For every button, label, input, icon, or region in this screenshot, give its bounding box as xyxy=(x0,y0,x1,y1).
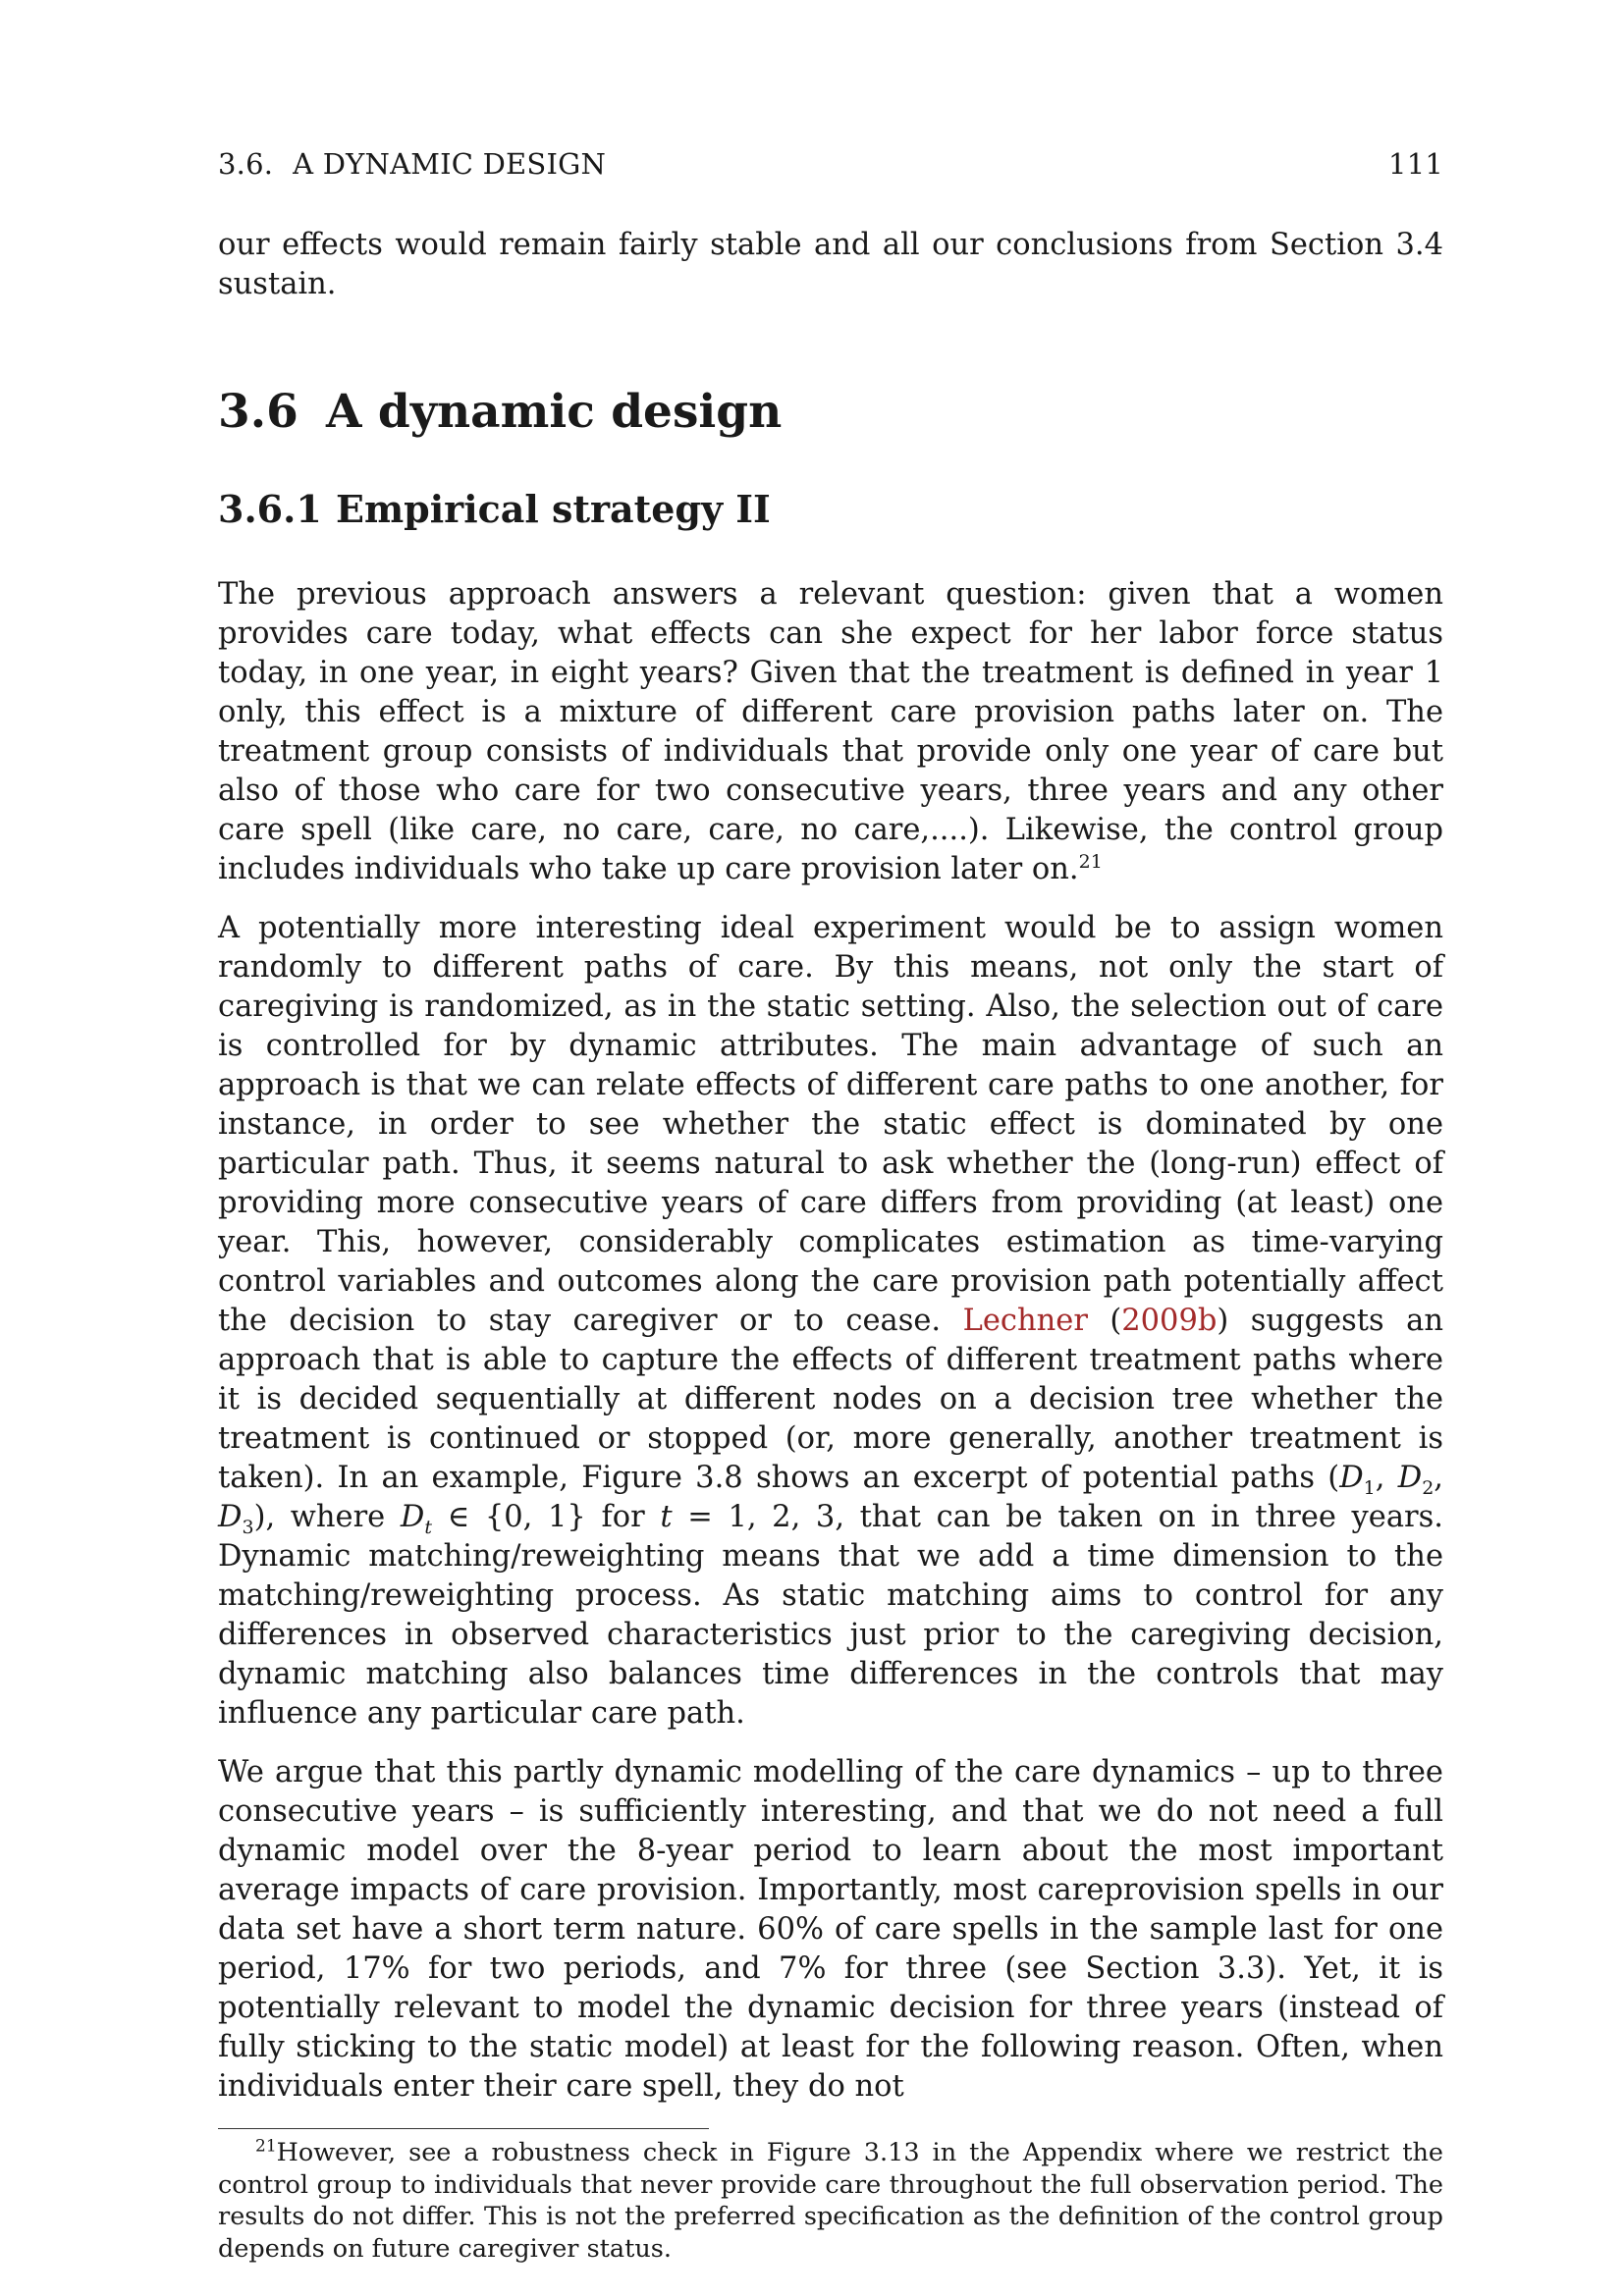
math-condition: $D_t$ ∈ {0, 1} for t = 1, 2, 3 xyxy=(400,1500,836,1539)
running-head xyxy=(218,147,1443,187)
page xyxy=(218,147,1443,2265)
paragraph-1-text: The previous approach answers a relevant question: given that a women provides care today, what effects can she expect for her labor force status today, in one year, in eight years? Given that the treatment is defined in year 1 only, this effect is a mixture of different care provision paths later on. The treatment group consists of individuals that provide only one year of care but also of those who care for two consecutive years, three years and any other care spell (like care, no care, care, no care,....). Likewise, the control group includes individuals who take up care provision later on. xyxy=(218,577,1443,886)
subsection-number: 3.6.1 xyxy=(218,487,322,531)
footnote-text: However, see a robustness check in Figure 3.13 in the Appendix where we restrict the control group to individuals that never provide care throughout the full observation period. The results do not differ. This is not the preferred specification as the definition of the control group depends on future caregiver status. xyxy=(218,2138,1443,2264)
running-head-section-title: A DYNAMIC DESIGN xyxy=(293,147,607,181)
subsection-heading xyxy=(218,485,1443,534)
paragraph-3: We argue that this partly dynamic modelling of the care dynamics – up to three consecutive years – is sufficiently interesting, and that we do not need a full dynamic model over the 8-year period to learn about the most important average impacts of care provision. Importantly, most careprovision spells in our data set have a short term nature. 60% of care spells in the sample last for one period, 17% for two periods, and 7% for three (see Section 3.3). Yet, it is potentially relevant to model the dynamic decision for three years (instead of fully sticking to the static model) at least for the following reason. Often, when individuals enter their care spell, they do not xyxy=(218,1755,1443,2104)
paragraph-2-part-4: , that can be taken on in three years. Dynamic matching/reweighting means that we add a time dimension to the matching/reweighting process. As static matching aims to control for any differences in observed characteristics just prior to the caregiving decision, dynamic matching also balances time differences in the controls that may influence any particular care path. xyxy=(218,1500,1443,1731)
running-head-title xyxy=(218,147,606,181)
running-head-section-number: 3.6. xyxy=(218,147,274,181)
math-paths: ($D_1$, $D_2$, $D_3$) xyxy=(218,1461,1443,1539)
paragraph-2-part-3: , where xyxy=(265,1500,386,1534)
section-title: A dynamic design xyxy=(326,385,783,439)
paragraph-2-part-2: suggests an approach that is able to capture the effects of different treatment paths where it is decided sequentially at different nodes on a decision tree whether the treatment is continued or stopped (or, more generally, another treatment is taken). In an example, Figure 3.8 shows an excerpt of potential paths xyxy=(218,1304,1443,1495)
citation-year-link[interactable]: 2009b xyxy=(1121,1304,1218,1338)
footnote-number: 21 xyxy=(255,2136,277,2157)
paragraph-2-part-1: A potentially more interesting ideal experiment would be to assign women randomly to different paths of care. By this means, not only the start of caregiving is randomized, as in the static setting. Also, the selection out of care is controlled for by dynamic attributes. The main advantage of such an approach is that we can relate effects of different care paths to one another, for instance, in order to see whether the static effect is dominated by one particular path. Thus, it seems natural to ask whether the (long-run) effect of providing more consecutive years of care differs from providing (at least) one year. This, however, considerably complicates estimation as time-varying control variables and outcomes along the care provision path potentially affect the decision to stay caregiver or to cease. xyxy=(218,911,1443,1338)
section-heading xyxy=(218,383,1443,442)
footnote-rule xyxy=(218,2128,709,2129)
paragraph-1 xyxy=(218,575,1443,889)
paragraph-2: A potentially more interesting ideal experiment would be to assign women randomly to different paths of care. By this means, not only the start of caregiving is randomized, as in the static setting. Also, the selection out of care is controlled for by dynamic attributes. The main advantage of such an approach is that we can relate effects of different care paths to one another, for instance, in order to see whether the static effect is dominated by one particular path. Thus, it seems natural to ask whether the (long-run) effect of providing more consecutive years of care differs from providing (at least) one year. This, however, considerably complicates estimation as time-varying control variables and outcomes along the care provision path potentially affect the decision to stay caregiver or to cease. Lechner (2009b) suggests an approach that is able to capture the effects of different treatment paths where it is decided sequentially at different nodes on a decision tree whether the treatment is continued or stopped (or, more generally, another treatment is taken). In an example, Figure 3.8 shows an excerpt of potential paths ($D_1$, $D_2$, $D_3$), where $D_t$ ∈ {0, 1} for t = 1, 2, 3, that can be taken on in three years. Dynamic matching/reweighting means that we add a time dimension to the matching/reweighting process. As static matching aims to control for any differences in observed characteristics just prior to the caregiving decision, dynamic matching also balances time differences in the controls that may influence any particular care path. xyxy=(218,911,1443,1731)
page-number: 111 xyxy=(1388,147,1443,181)
footnote-marker-21[interactable]: 21 xyxy=(1078,850,1103,873)
section-number: 3.6 xyxy=(218,385,298,439)
citation-author-link[interactable]: Lechner xyxy=(962,1304,1088,1338)
subsection-title: Empirical strategy II xyxy=(336,487,771,531)
intro-paragraph: our effects would remain fairly stable and all our conclusions from Section 3.4 sustain. xyxy=(218,228,1443,301)
footnote-21 xyxy=(218,2137,1443,2265)
